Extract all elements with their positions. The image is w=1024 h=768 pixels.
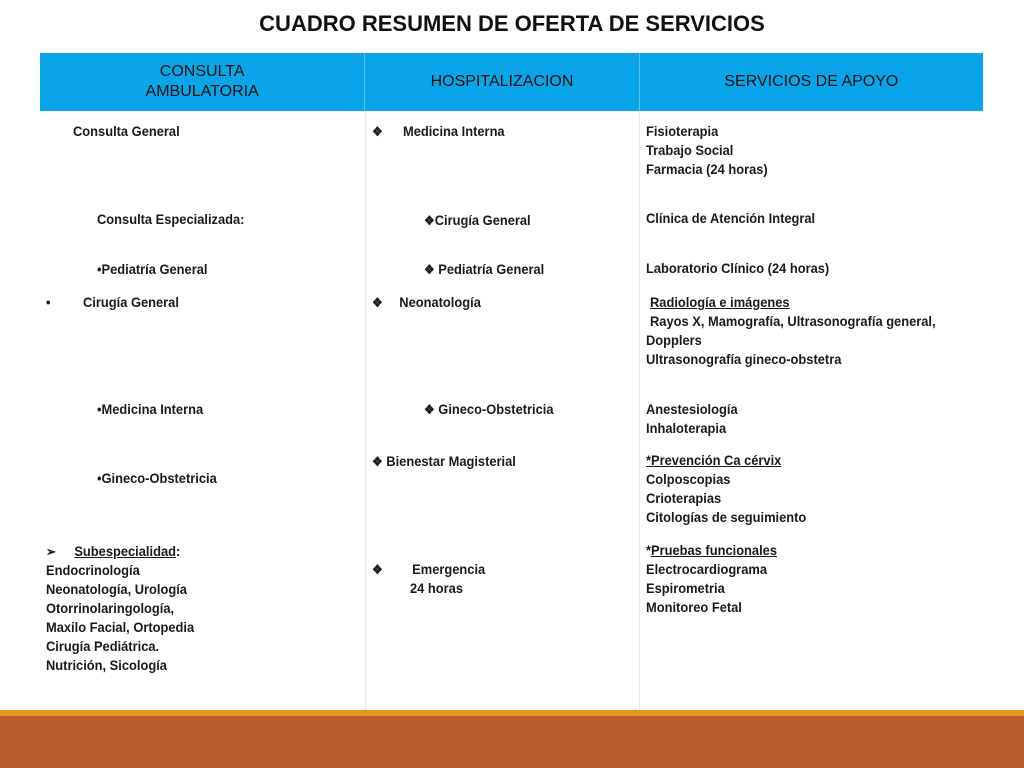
diamond-bullet-icon: ❖ [372,454,383,469]
header-hospitalizacion: HOSPITALIZACION [364,53,638,111]
col2-cirugia-general: Cirugía General [434,212,531,228]
col3-electro: Electrocardiograma [646,561,767,577]
col1-pediatria: •Pediatría General [97,261,208,277]
col1-consulta-especializada: Consulta Especializada: [97,211,245,227]
diamond-bullet-icon: ❖ [424,402,435,417]
sub-line: Neonatología, Urología [46,581,187,597]
header-servicios-apoyo: SERVICIOS DE APOYO [639,53,983,111]
col2-medicina-interna: Medicina Interna [402,123,505,139]
col2-medicina-interna-item [372,122,505,141]
col3-clinica: Clínica de Atención Integral [646,210,816,226]
col3-crioterapias: Crioterapias [646,490,722,506]
col2-pediatria-general: Pediatría General [438,261,545,277]
table-header-row [40,53,983,111]
sub-line: Endocrinología [46,562,140,578]
col2-pediatria-item [424,260,544,279]
col2-emergencia-horas: 24 horas [410,580,463,596]
col1-medicina: •Medicina Interna [97,401,204,417]
sub-line: Otorrinolaringología, [46,600,175,616]
diamond-bullet-icon: ❖ [424,262,435,277]
header-consulta-line2: AMBULATORIA [145,83,259,100]
col2-neonatologia: Neonatología [399,294,481,310]
col2-bienestar-item [372,452,516,471]
diamond-bullet-icon: ❖ [372,124,383,139]
col3-pruebas-star: * [646,542,652,558]
footer-block [0,716,1024,768]
col3-prevencion-star: * [646,452,652,468]
col3-pruebas-line [646,541,777,560]
col1-gineco: •Gineco-Obstetricia [97,470,217,486]
col3-fisioterapia: Fisioterapia [646,123,719,139]
col2-neonatologia-item [372,293,481,312]
header-consulta-ambulatoria [40,53,364,111]
col2-emergencia-item [372,560,485,579]
diamond-bullet-icon: ❖ [372,562,383,577]
col2-gineco-item [424,400,554,419]
col3-pruebas: Pruebas funcionales [651,542,777,558]
subespecialidad-heading [46,542,180,561]
arrow-bullet-icon: ➢ [46,544,57,559]
sub-line: Cirugía Pediátrica. [46,638,160,654]
col3-inhaloterapia: Inhaloterapia [646,420,727,436]
col3-rayos: Rayos X, Mamografía, Ultrasonografía general, [650,313,936,329]
subespecialidad-label: Subespecialidad [74,543,176,559]
col3-prevencion-line [646,451,781,470]
col3-colposcopias: Colposcopias [646,471,731,487]
col1-consulta-general: Consulta General [73,123,180,139]
col3-laboratorio: Laboratorio Clínico (24 horas) [646,260,830,276]
sub-line: Nutrición, Sicología [46,657,167,673]
col3-farmacia: Farmacia (24 horas) [646,161,768,177]
diamond-bullet-icon: ❖ [424,213,435,228]
col2-emergencia: Emergencia [412,561,486,577]
bullet-icon: • [46,294,51,310]
header-consulta-line1: CONSULTA [159,63,245,80]
col1-cirugia: Cirugía General [83,294,179,310]
col2-gineco: Gineco-Obstetricia [438,401,554,417]
sub-line: Maxilo Facial, Ortopedia [46,619,195,635]
column-divider [365,111,366,717]
col3-trabajo-social: Trabajo Social [646,142,734,158]
column-divider [639,111,640,717]
col2-bienestar: Bienestar Magisterial [386,453,516,469]
diamond-bullet-icon: ❖ [372,295,383,310]
col3-espirometria: Espirometria [646,580,725,596]
col3-dopplers: Dopplers [646,332,702,348]
page-title: CUADRO RESUMEN DE OFERTA DE SERVICIOS [259,11,765,36]
col3-prevencion: Prevención Ca cérvix [651,452,782,468]
col3-monitoreo: Monitoreo Fetal [646,599,742,615]
col3-citologias: Citologías de seguimiento [646,509,807,525]
col2-cirugia-item [424,211,531,230]
col3-anestesiologia: Anestesiología [646,401,738,417]
subespecialidad-colon: : [175,543,181,559]
col3-radiologia: Radiología e imágenes [650,294,790,310]
col3-ultrasonografia: Ultrasonografía gineco-obstetra [646,351,842,367]
